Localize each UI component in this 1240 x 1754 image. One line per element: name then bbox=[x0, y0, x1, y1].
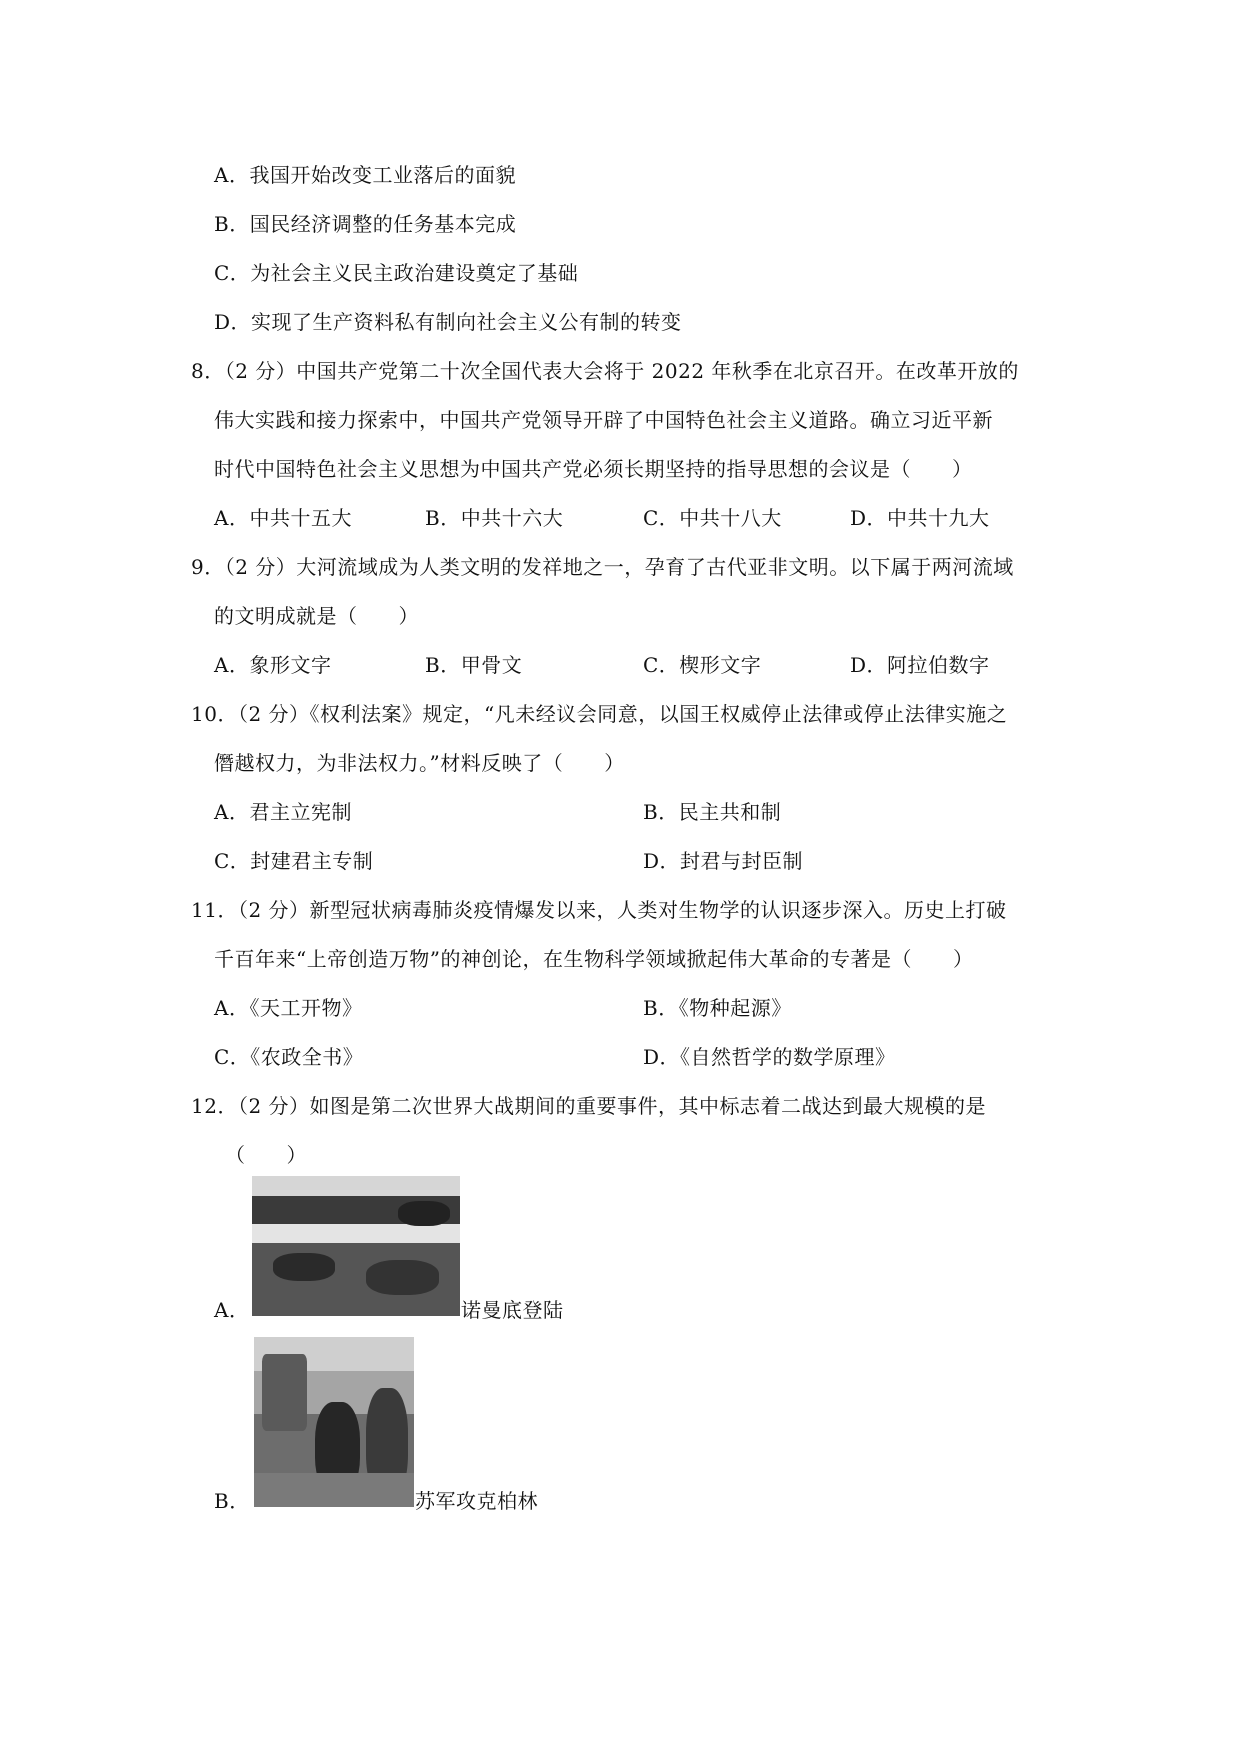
q9-stem-line2: 的文明成就是（ ） bbox=[214, 604, 419, 628]
q9-option-c: C．楔形文字 bbox=[643, 653, 762, 677]
q11-option-c: C．《农政全书》 bbox=[214, 1045, 364, 1069]
q9-option-a: A．象形文字 bbox=[214, 653, 332, 677]
q8-stem-line2: 伟大实践和接力探索中，中国共产党领导开辟了中国特色社会主义道路。确立习近平新 bbox=[214, 408, 993, 432]
q8-stem-line3: 时代中国特色社会主义思想为中国共产党必须长期坚持的指导思想的会议是（ ） bbox=[214, 457, 973, 481]
q12-option-b-caption: 苏军攻克柏林 bbox=[415, 1489, 538, 1513]
q8-stem-line1: 8．（2 分）中国共产党第二十次全国代表大会将于 2022 年秋季在北京召开。在改革开放的 bbox=[191, 359, 1019, 383]
q11-stem-line1: 11．（2 分）新型冠状病毒肺炎疫情爆发以来，人类对生物学的认识逐步深入。历史上打破 bbox=[191, 898, 1007, 922]
q8-option-d: D．中共十九大 bbox=[850, 506, 990, 530]
q7-option-d: D．实现了生产资料私有制向社会主义公有制的转变 bbox=[214, 310, 682, 334]
q10-stem-line2: 僭越权力，为非法权力。”材料反映了（ ） bbox=[214, 751, 625, 775]
q10-option-d: D．封君与封臣制 bbox=[643, 849, 804, 873]
q7-option-b: B．国民经济调整的任务基本完成 bbox=[214, 212, 517, 236]
q10-option-c: C．封建君主专制 bbox=[214, 849, 374, 873]
q11-stem-line2: 千百年来“上帝创造万物”的神创论，在生物科学领域掀起伟大革命的专著是（ ） bbox=[214, 947, 974, 971]
q11-option-a: A．《天工开物》 bbox=[214, 996, 363, 1020]
q7-option-a: A．我国开始改变工业落后的面貌 bbox=[214, 163, 516, 187]
q11-option-d: D．《自然哲学的数学原理》 bbox=[643, 1045, 896, 1069]
q9-stem-line1: 9．（2 分）大河流域成为人类文明的发祥地之一，孕育了古代亚非文明。以下属于两河流域 bbox=[191, 555, 1014, 579]
q10-option-a: A．君主立宪制 bbox=[214, 800, 352, 824]
q7-option-c: C．为社会主义民主政治建设奠定了基础 bbox=[214, 261, 579, 285]
q12-option-b-label: B． bbox=[214, 1489, 250, 1513]
q10-stem-line1: 10．（2 分）《权利法案》规定，“凡未经议会同意，以国王权威停止法律或停止法律实施之 bbox=[191, 702, 1008, 726]
q8-option-b: B．中共十六大 bbox=[425, 506, 564, 530]
q9-option-d: D．阿拉伯数字 bbox=[850, 653, 990, 677]
q10-option-b: B．民主共和制 bbox=[643, 800, 782, 824]
normandy-landing-photo bbox=[252, 1176, 460, 1316]
q9-option-b: B．甲骨文 bbox=[425, 653, 523, 677]
berlin-capture-photo bbox=[254, 1337, 414, 1507]
q8-option-a: A．中共十五大 bbox=[214, 506, 352, 530]
q11-option-b: B．《物种起源》 bbox=[643, 996, 792, 1020]
q12-stem-line1: 12．（2 分）如图是第二次世界大战期间的重要事件，其中标志着二战达到最大规模的是 bbox=[191, 1094, 987, 1118]
q12-option-a-caption: 诺曼底登陆 bbox=[461, 1298, 564, 1322]
q12-option-a-label: A． bbox=[214, 1298, 250, 1322]
q8-option-c: C．中共十八大 bbox=[643, 506, 782, 530]
q12-stem-line2: （ ） bbox=[225, 1143, 307, 1167]
